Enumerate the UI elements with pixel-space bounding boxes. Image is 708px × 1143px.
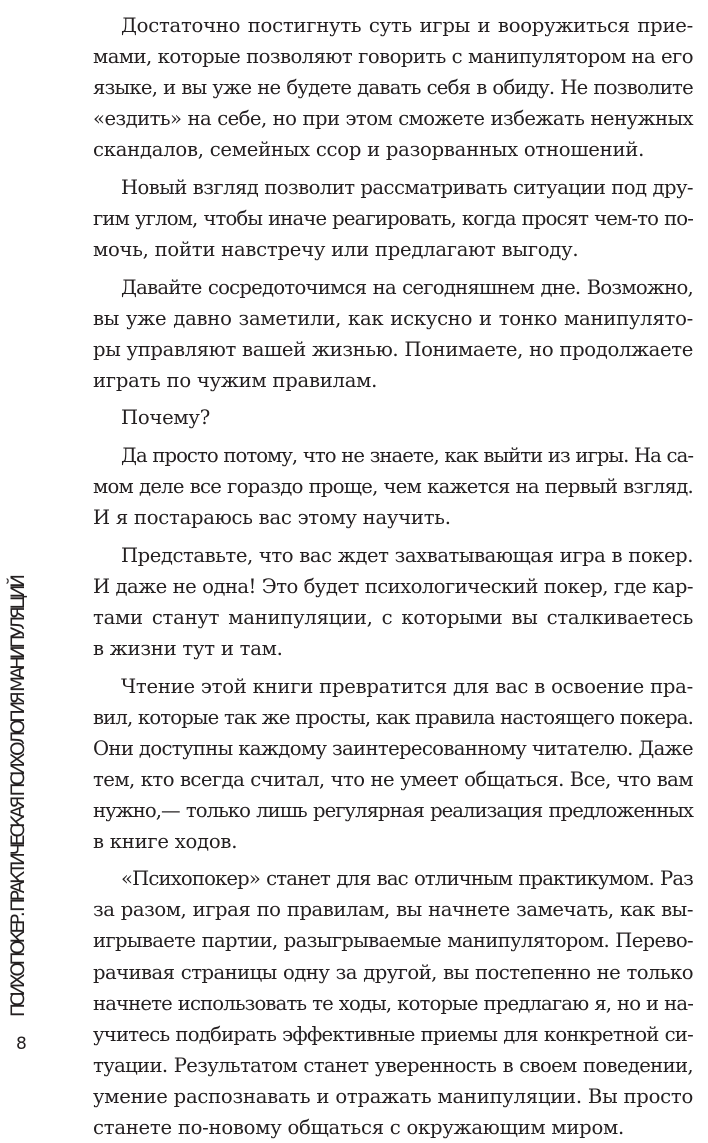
body-text [93, 10, 693, 1143]
text-line: тем, кто всегда считал, что не умеет общаться. Все, что вам [93, 767, 693, 791]
paragraph [93, 863, 693, 1142]
paragraph [93, 540, 693, 664]
text-line: И даже не одна! Это будет психологический покер, где кар- [93, 574, 693, 598]
text-line: Чтение этой книги превратится для вас в освоение пра- [121, 674, 693, 698]
page-number: 8 [16, 1034, 27, 1054]
text-line: ры управляют вашей жизнью. Понимаете, но продолжаете [93, 337, 693, 361]
text-line: тами станут манипуляции, с которыми вы сталкиваетесь [93, 605, 693, 629]
paragraph [93, 402, 693, 433]
text-line: мом деле все гораздо проще, чем кажется на первый взгляд. [93, 475, 693, 499]
text-line: Давайте сосредоточимся на сегодняшнем дне. Возможно, [121, 275, 693, 299]
running-head-text: ПСИХОПОКЕР. ПРАКТИЧЕСКАЯ ПСИХОЛОГИЯ МАНИПУЛЯЦИЙ [8, 577, 29, 1017]
text-line: игрываете партии, разыгрываемые манипулятором. Перево- [93, 929, 693, 953]
paragraph [93, 272, 693, 396]
text-line: за разом, играя по правилам, вы начнете замечать, как вы- [93, 898, 693, 922]
paragraph [93, 172, 693, 265]
paragraph-gap [93, 265, 693, 272]
text-line: мами, которые позволяют говорить с манипулятором на его [93, 45, 693, 69]
text-line: гим углом, чтобы иначе реагировать, когда просят чем-то по- [93, 206, 693, 230]
text-line: туации. Результатом станет уверенность в своем поведении, [93, 1053, 693, 1077]
text-line: рачивая страницы одну за другой, вы постепенно не только [93, 960, 693, 984]
text-line: вил, которые так же просты, как правила настоящего покера. [93, 705, 693, 729]
text-line: учитесь подбирать эффективные приемы для конкретной си- [93, 1022, 693, 1046]
paragraph [93, 671, 693, 857]
text-line: нужно,— только лишь регулярная реализация предложенных [93, 798, 693, 822]
paragraph-gap [93, 165, 693, 172]
text-line: в жизни тут и там. [93, 636, 283, 660]
text-line: Новый взгляд позволит рассматривать ситуации под дру- [121, 175, 693, 199]
running-head [6, 395, 32, 1017]
text-line: Достаточно постигнуть суть игры и вооружиться прие- [121, 14, 693, 37]
text-line: умение распознавать и отражать манипуляции. Вы просто [93, 1084, 693, 1108]
paragraph-gap [93, 396, 693, 403]
text-line: Почему? [121, 406, 210, 430]
text-line: языке, и вы уже не будете давать себя в обиду. Не позволите [93, 76, 693, 100]
text-line: мочь, пойти навстречу или предлагают выгоду. [93, 237, 579, 261]
paragraph-gap [93, 857, 693, 864]
paragraph [93, 440, 693, 533]
text-line: «Психопокер» станет для вас отличным практикумом. Раз [121, 867, 693, 891]
text-line: скандалов, семейных ссор и разорванных отношений. [93, 138, 645, 162]
text-line: станете по-новому общаться с окружающим миром. [93, 1115, 624, 1139]
paragraph [93, 10, 693, 165]
paragraph-gap [93, 533, 693, 540]
paragraph-gap [93, 664, 693, 671]
text-line: Да просто потому, что не знаете, как выйти из игры. На са- [121, 443, 693, 467]
text-line: «ездить» на себе, но при этом сможете избежать ненужных [93, 107, 693, 131]
paragraph-gap [93, 433, 693, 440]
text-line: Представьте, что вас ждет захватывающая игра в покер. [121, 543, 693, 567]
text-line: вы уже давно заметили, как искусно и тонко манипулято- [93, 306, 693, 330]
text-line: начнете использовать те ходы, которые предлагаю я, но и на- [93, 991, 693, 1015]
text-line: И я постараюсь вас этому научить. [93, 506, 451, 530]
text-line: в книге ходов. [93, 829, 238, 853]
text-line: играть по чужим правилам. [93, 368, 378, 392]
text-line: Они доступны каждому заинтересованному читателю. Даже [93, 736, 693, 760]
